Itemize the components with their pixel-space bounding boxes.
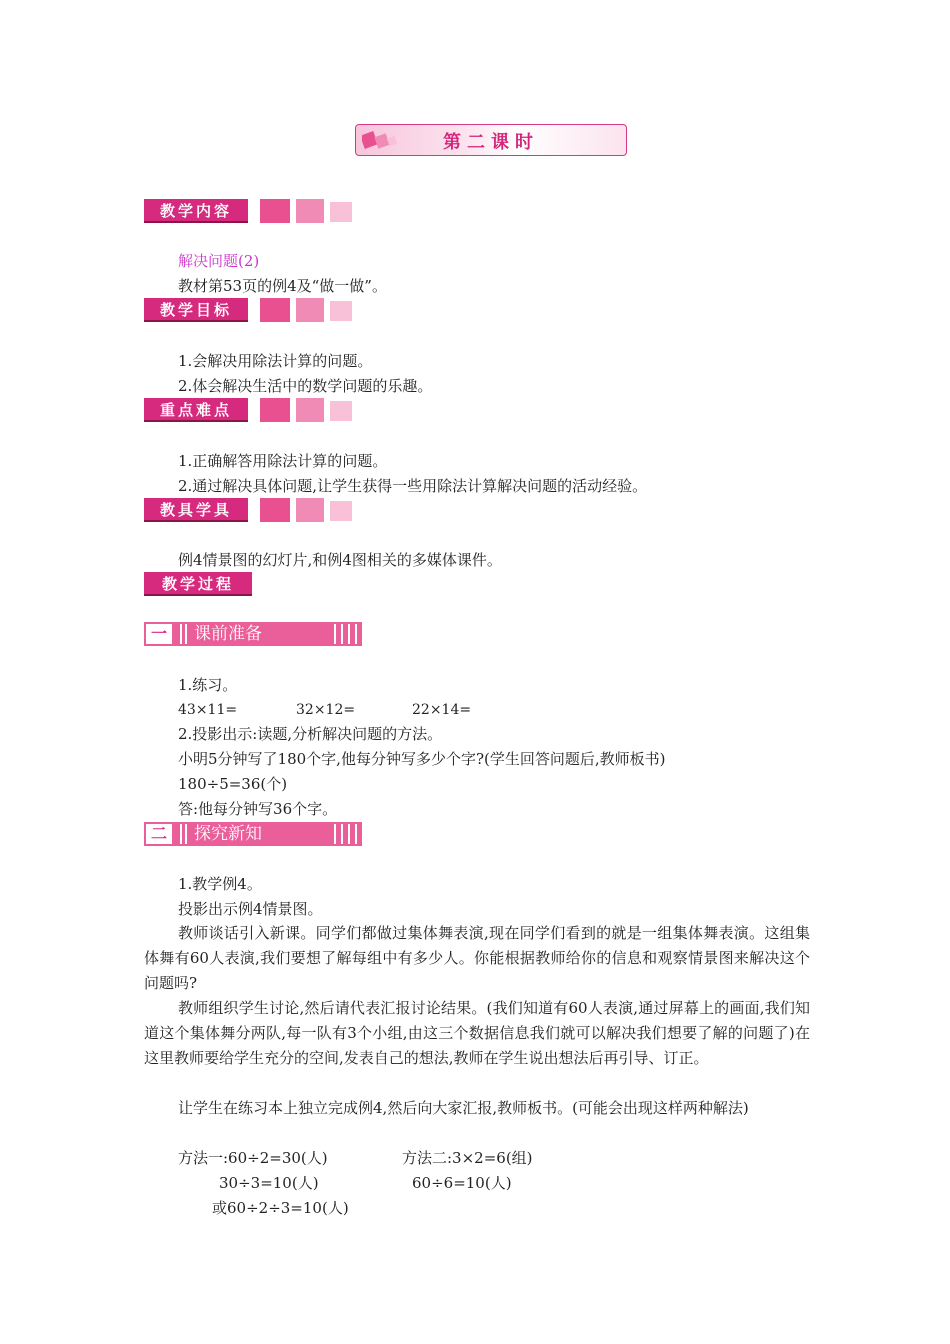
bar-stripe <box>334 824 336 844</box>
exercise: 32×12= <box>296 702 356 718</box>
part1-title: 课前准备 <box>194 624 262 644</box>
bar-stripe <box>355 824 357 844</box>
method1-line: 方法一:60÷2=30(人) <box>178 1149 328 1167</box>
part2-show: 投影出示例4情景图。 <box>178 900 323 918</box>
bar-stripe <box>334 624 336 644</box>
key-point-item: 2.通过解决具体问题,让学生获得一些用除法计算解决问题的活动经验。 <box>178 477 648 495</box>
part2-number: 二 <box>144 822 174 846</box>
paragraph: 教师组织学生讨论,然后请代表汇报讨论结果。(我们知道有60人表演,通过屏幕上的画面,我们知道这个集体舞分两队,每一队有3个小组,由这三个数据信息我们就可以解决我们想要了解的问题了)在这里教师要给学生充分的空间,发表自己的想法,教师在学生说出想法后再引导、订正。 <box>144 999 810 1067</box>
content-topic: 解决问题(2) <box>178 252 260 270</box>
heading-square <box>260 498 290 522</box>
method2-line: 60÷6=10(人) <box>412 1174 512 1192</box>
paragraph: 让学生在练习本上独立完成例4,然后向大家汇报,教师板书。(可能会出现这样两种解法) <box>178 1099 749 1117</box>
method1-line: 30÷3=10(人) <box>219 1174 319 1192</box>
part1-answer: 答:他每分钟写36个字。 <box>178 800 338 818</box>
heading-square <box>260 298 290 322</box>
part1-practice: 1.练习。 <box>178 676 238 694</box>
exercise: 43×11= <box>178 702 238 718</box>
part1-projection: 2.投影出示:读题,分析解决问题的方法。 <box>178 725 443 743</box>
objective-item: 2.体会解决生活中的数学问题的乐趣。 <box>178 377 433 395</box>
bar-stripe <box>180 824 182 844</box>
heading-square <box>260 199 290 223</box>
heading-square <box>296 199 324 223</box>
part1-number: 一 <box>144 622 174 646</box>
content-line: 教材第53页的例4及“做一做”。 <box>178 277 387 295</box>
heading-square <box>296 498 324 522</box>
part1-question: 小明5分钟写了180个字,他每分钟写多少个字?(学生回答问题后,教师板书) <box>178 750 666 768</box>
exercise: 22×14= <box>412 702 472 718</box>
method1-line: 或60÷2÷3=10(人) <box>212 1199 349 1217</box>
part2-title: 探究新知 <box>194 824 262 844</box>
materials-text: 例4情景图的幻灯片,和例4图相关的多媒体课件。 <box>178 551 502 569</box>
objective-item: 1.会解决用除法计算的问题。 <box>178 352 373 370</box>
heading-square <box>330 301 352 321</box>
bar-stripe <box>348 824 350 844</box>
heading-square <box>296 298 324 322</box>
part2-item1: 1.教学例4。 <box>178 875 262 893</box>
lesson-title: 第二课时 <box>443 132 539 153</box>
part1-bar <box>144 622 362 646</box>
key-point-item: 1.正确解答用除法计算的问题。 <box>178 452 388 470</box>
method2-line: 方法二:3×2=6(组) <box>402 1149 533 1167</box>
part1-calc: 180÷5=36(个) <box>178 775 288 793</box>
heading-materials-label: 教具学具 <box>144 498 248 522</box>
heading-square <box>296 398 324 422</box>
bar-stripe <box>348 624 350 644</box>
lesson-banner <box>355 124 627 156</box>
heading-square <box>330 501 352 521</box>
heading-key-points-label: 重点难点 <box>144 398 248 422</box>
bar-stripe <box>355 624 357 644</box>
bar-stripe <box>341 824 343 844</box>
bar-stripe <box>185 624 187 644</box>
heading-objectives-label: 教学目标 <box>144 298 248 322</box>
heading-square <box>260 398 290 422</box>
heading-square <box>330 401 352 421</box>
heading-process-label: 教学过程 <box>144 572 252 596</box>
heading-square <box>330 202 352 222</box>
heading-content-label: 教学内容 <box>144 199 248 223</box>
bar-stripe <box>180 624 182 644</box>
bar-stripe <box>185 824 187 844</box>
part2-bar <box>144 822 362 846</box>
bar-stripe <box>341 624 343 644</box>
paragraph: 教师谈话引入新课。同学们都做过集体舞表演,现在同学们看到的就是一组集体舞表演。这组集体舞有60人表演,我们要想了解每组中有多少人。你能根据教师给你的信息和观察情景图来解决这个问题吗? <box>144 924 810 992</box>
